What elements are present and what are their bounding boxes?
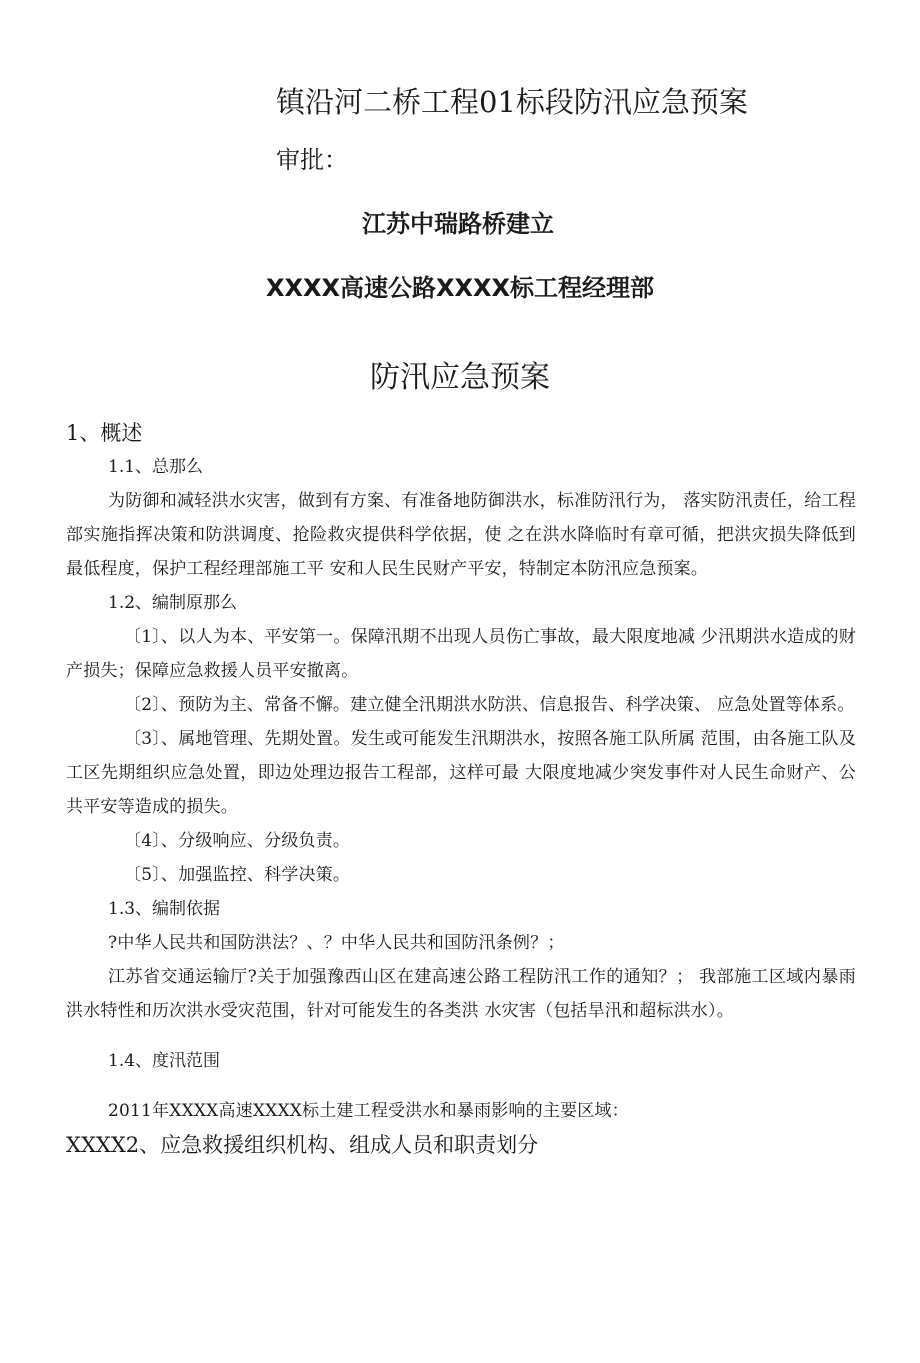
- section-1-3-paragraph: ?中华人民共和国防洪法？、？中华人民共和国防汛条例？；: [108, 933, 565, 953]
- section-1-4-heading: 1.4、度汛范围: [108, 1051, 221, 1071]
- company-name: 江苏中瑞路桥建立: [362, 210, 554, 238]
- plan-title: 防汛应急预案: [370, 360, 550, 395]
- section-2-heading: XXXX2、应急救援组织机构、组成人员和职责划分: [66, 1133, 539, 1157]
- section-1-2-heading: 1.2、编制原那么: [108, 593, 238, 613]
- section-1-1-heading: 1.1、总那么: [108, 457, 204, 477]
- project-department: XXXX高速公路XXXX标工程经理部: [265, 274, 655, 302]
- section-1-heading: 1、概述: [66, 421, 143, 445]
- principle-item: 〔2〕、预防为主、常备不懈。建立健全汛期洪水防洪、信息报告、科学决策、 应急处置等体系。: [124, 695, 855, 715]
- principle-item: 〔4〕、分级响应、分级负责。: [124, 831, 351, 851]
- section-1-4-paragraph: 2011年XXXX高速XXXX标土建工程受洪水和暴雨影响的主要区域：: [108, 1101, 629, 1121]
- principle-item: 〔3〕、属地管理、先期处置。发生或可能发生汛期洪水，按照各施工队所属 范围，由各施工队及工区先期组织应急处置，即边处理边报告工程部，这样可最 大限度地减少突发事件对人民生命财产、公共平安等造成的损失。: [66, 729, 856, 817]
- section-1-1-paragraph: 为防御和减轻洪水灾害，做到有方案、有准备地防御洪水，标准防汛行为， 落实防汛责任，给工程部实施指挥决策和防洪调度、抢险救灾提供科学依据，使 之在洪水降临时有章可循，把洪灾损失降低到最低程度，保护工程经理部施工平 安和人民生民财产平安，特制定本防汛应急预案。: [66, 491, 856, 579]
- principle-item: 〔1〕、以人为本、平安第一。保障汛期不出现人员伤亡事故，最大限度地减 少汛期洪水造成的财产损失；保障应急救援人员平安撤离。: [66, 627, 856, 681]
- document-body: [66, 416, 856, 1162]
- section-1-3-heading: 1.3、编制依据: [108, 899, 221, 919]
- section-1-3-paragraph: 江苏省交通运输厅?关于加强豫西山区在建高速公路工程防汛工作的通知？； 我部施工区域内暴雨洪水特性和历次洪水受灾范围，针对可能发生的各类洪 水灾害（包括旱汛和超标洪水）。: [66, 967, 856, 1021]
- principle-item: 〔5〕、加强监控、科学决策。: [124, 865, 351, 885]
- approval-label: 审批：: [276, 146, 348, 174]
- main-title: 镇沿河二桥工程01标段防汛应急预案: [276, 85, 748, 119]
